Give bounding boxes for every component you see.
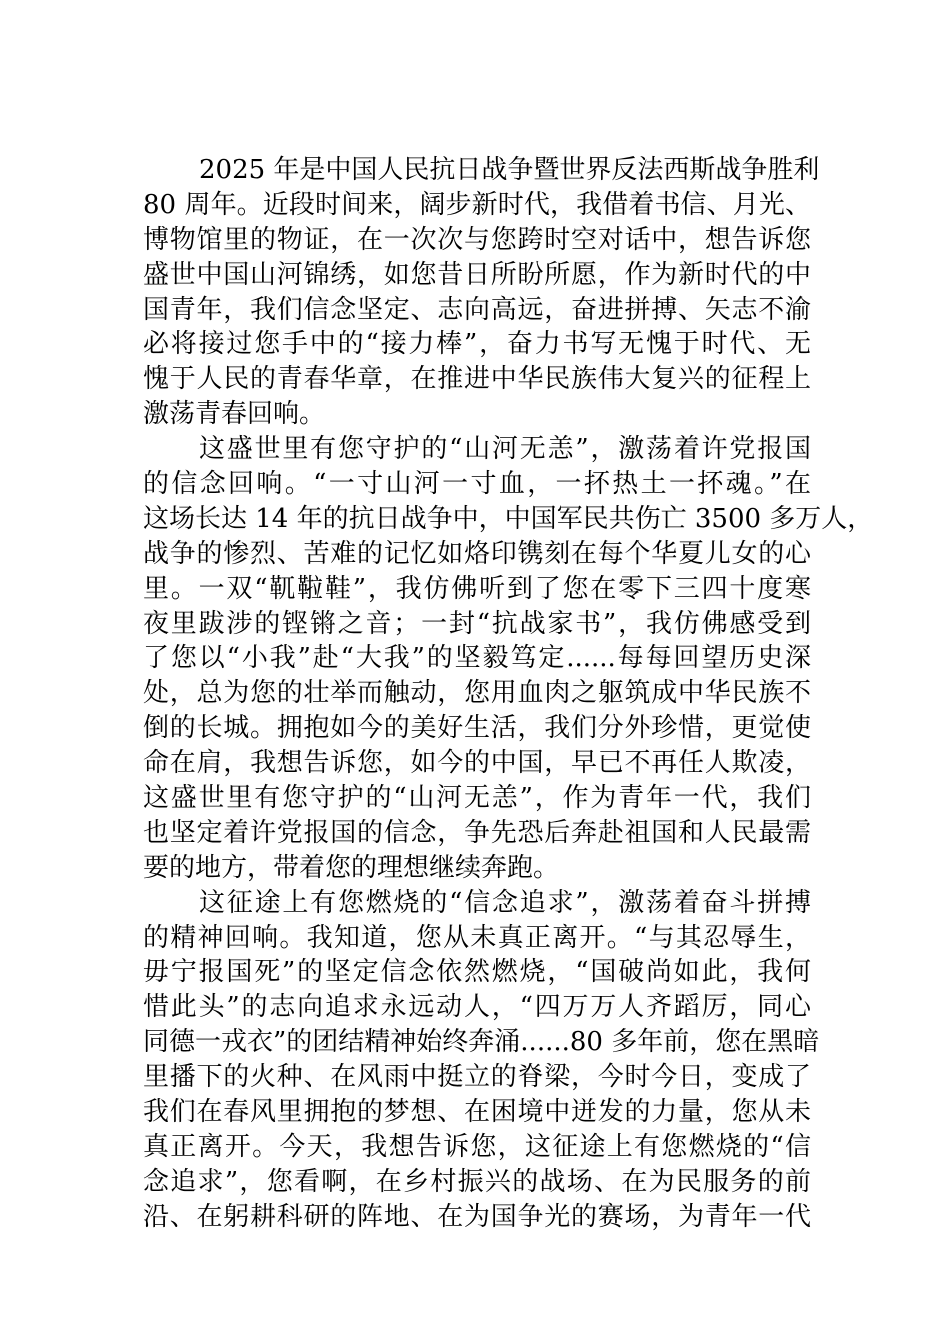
text-line: 毋宁报国死”的坚定信念依然燃烧，“国破尚如此，我何 — [143, 957, 811, 988]
text-line: 同德一戎衣”的团结精神始终奔涌......80 多年前，您在黑暗 — [143, 1027, 820, 1058]
text-line: 倒的长城。拥抱如今的美好生活，我们分外珍惜，更觉使 — [143, 713, 811, 744]
text-line: 惜此头”的志向追求永远动人，“四万万人齐蹈厉，同心 — [143, 992, 811, 1023]
paragraph-3 — [143, 886, 820, 1235]
document-body — [143, 153, 874, 1235]
text-line: 的信念回响。“一寸山河一寸血，一抔热土一抔魂。”在 — [143, 469, 811, 500]
text-line: 念追求”，您看啊，在乡村振兴的战场、在为民服务的前 — [143, 1166, 811, 1197]
text-line: 战争的惨烈、苦难的记忆如烙印镌刻在每个华夏儿女的心 — [143, 538, 811, 569]
paragraph-2 — [143, 432, 874, 886]
text-line: 了您以“小我”赴“大我”的坚毅笃定......每每回望历史深 — [143, 643, 811, 674]
text-line: 愧于人民的青春华章，在推进中华民族伟大复兴的征程上 — [143, 364, 811, 395]
text-line: 盛世中国山河锦绣，如您昔日所盼所愿，作为新时代的中 — [143, 259, 811, 290]
text-line: 处，总为您的壮举而触动，您用血肉之躯筑成中华民族不 — [143, 678, 811, 709]
text-line: 真正离开。今天，我想告诉您，这征途上有您燃烧的“信 — [143, 1131, 811, 1162]
text-line: 国青年，我们信念坚定、志向高远，奋进拼搏、矢志不渝 — [143, 294, 811, 325]
text-line: 这场长达 14 年的抗日战争中，中国军民共伤亡 3500 多万人， — [143, 503, 874, 534]
text-line: 2025 年是中国人民抗日战争暨世界反法西斯战争胜利 — [199, 155, 820, 185]
text-line: 激荡青春回响。 — [143, 399, 326, 430]
text-line: 这盛世里有您守护的“山河无恙”，激荡着许党报国 — [199, 434, 811, 465]
text-line: 博物馆里的物证，在一次次与您跨时空对话中，想告诉您 — [143, 224, 811, 255]
text-line: 命在肩，我想告诉您，如今的中国，早已不再任人欺凌， — [143, 748, 811, 779]
text-line: 80 周年。近段时间来，阔步新时代，我借着书信、月光、 — [143, 189, 811, 220]
text-line: 这盛世里有您守护的“山河无恙”，作为青年一代，我们 — [143, 783, 811, 814]
text-line: 这征途上有您燃烧的“信念追求”，激荡着奋斗拼搏 — [199, 887, 811, 918]
text-line: 里。一双“靰鞡鞋”，我仿佛听到了您在零下三四十度寒 — [143, 573, 811, 604]
text-line: 我们在春风里拥抱的梦想、在困境中迸发的力量，您从未 — [143, 1097, 811, 1128]
text-line: 的精神回响。我知道，您从未真正离开。“与其忍辱生， — [143, 922, 811, 953]
text-line: 沿、在躬耕科研的阵地、在为国争光的赛场，为青年一代 — [143, 1201, 811, 1232]
text-line: 必将接过您手中的“接力棒”，奋力书写无愧于时代、无 — [143, 329, 811, 360]
text-line: 要的地方，带着您的理想继续奔跑。 — [143, 852, 560, 883]
text-line: 里播下的火种、在风雨中挺立的脊梁，今时今日，变成了 — [143, 1062, 811, 1093]
paragraph-1 — [143, 153, 820, 432]
text-line: 夜里跋涉的铿锵之音；一封“抗战家书”，我仿佛感受到 — [143, 608, 811, 639]
text-line: 也坚定着许党报国的信念，争先恐后奔赴祖国和人民最需 — [143, 817, 811, 848]
